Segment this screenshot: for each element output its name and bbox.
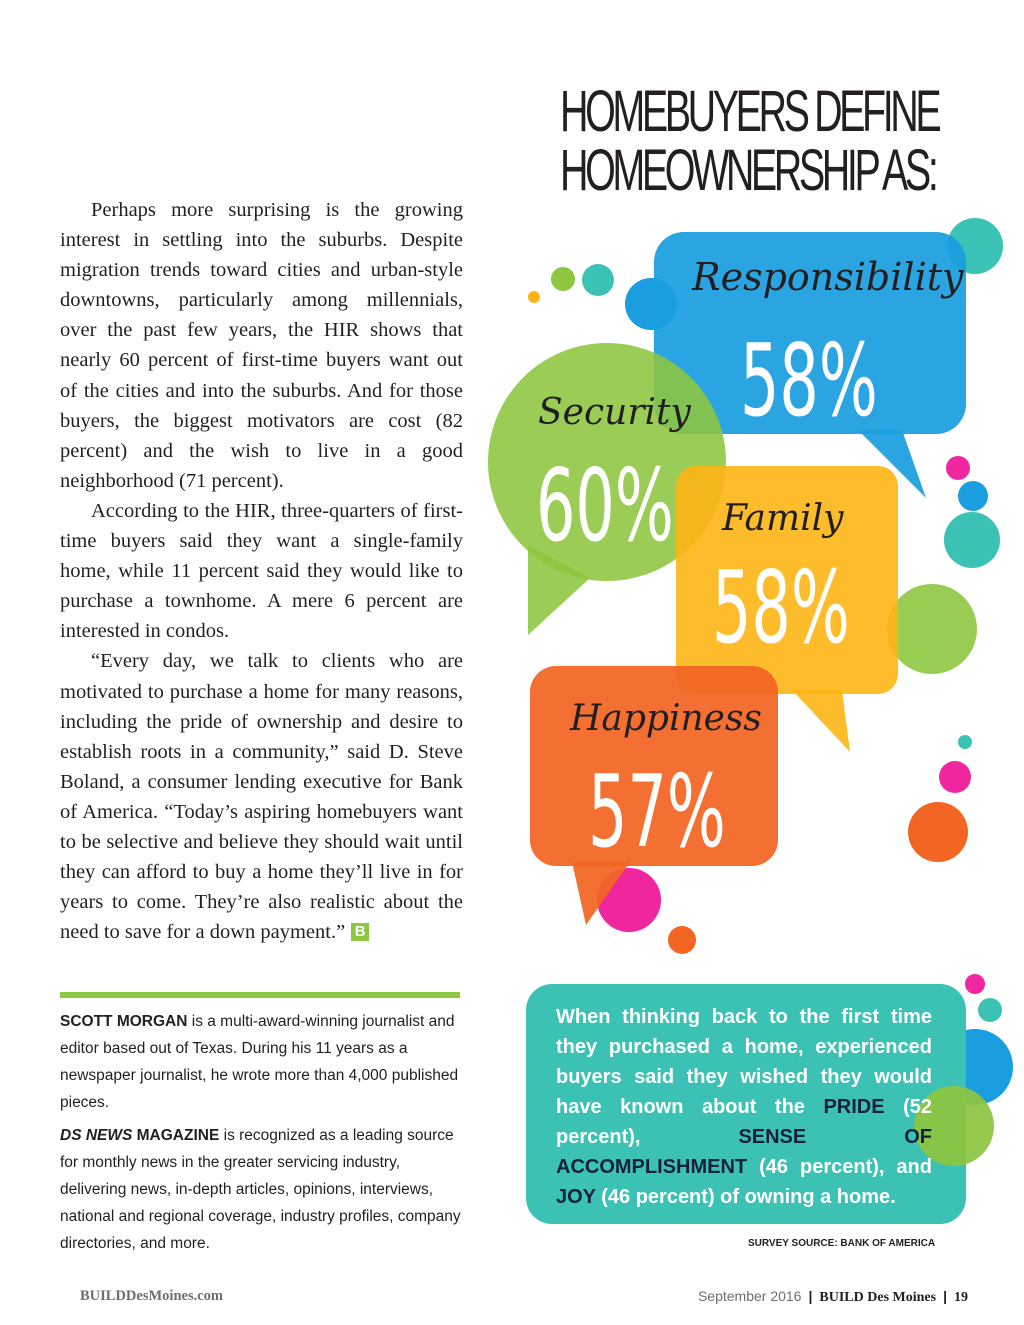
article-paragraph-text: “Every day, we talk to clients who are motivated to purchase a home for many reasons, including the pride of ownership and desire to establish roots in a community,” said D. Steve Boland, a consumer lending executive for Bank of America. “Today’s aspiring homebuyers want to be selective and believe they should wait until they can afford to buy a home they’ll live in for years to come. They’re also realistic about the need to save for a down payment.” <box>60 650 463 944</box>
footer-magazine: BUILD Des Moines <box>819 1290 937 1305</box>
title-line-1: HOMEBUYERS DEFINE <box>560 79 939 144</box>
callout-keyword: PRIDE <box>823 1096 885 1118</box>
callout-text-part: (52 percent), <box>556 1096 933 1148</box>
article-paragraph: Perhaps more surprising is the growing interest in settling into the suburbs. Despite migration trends toward cities and urban-style downtowns, particularly among millennials, over the past few years, the HIR shows that nearly 60 percent of first-time buyers want out of the cities and into the suburbs. And for those buyers, the biggest motivators are cost (82 percent) and the wish to live in a good neighborhood (71 percent). <box>60 199 463 492</box>
security-value: 60% <box>536 447 674 565</box>
title-line-2: HOMEOWNERSHIP AS: <box>560 138 936 203</box>
happiness-value: 57% <box>588 753 726 871</box>
responsibility-value: 58% <box>739 322 878 440</box>
callout-text-part: When thinking back to the first time they purchased a home, experienced buyers said they wished they would have known about the <box>556 1006 932 1118</box>
callout-text-part: (46 percent), and <box>747 1156 932 1178</box>
footer-folio <box>698 1288 968 1306</box>
responsibility-label: Responsibility <box>692 255 964 299</box>
callout-text <box>556 1002 932 1212</box>
survey-source: SURVEY SOURCE: BANK OF AMERICA <box>748 1238 936 1249</box>
footer-separator: | <box>943 1288 947 1304</box>
family-label: Family <box>722 498 844 539</box>
article-paragraph: According to the HIR, three-quarters of first-time buyers said they want a single-family home, while 11 percent said they would like to purchase a townhome. A mere 6 percent are interested in condos. <box>60 499 463 643</box>
end-mark-icon: B <box>351 923 369 941</box>
callout-keyword: SENSE OF ACCOMPLISHMENT <box>556 1126 932 1178</box>
family-value: 58% <box>711 549 850 667</box>
magazine-word: MAGAZINE <box>132 1127 220 1144</box>
author-name: SCOTT MORGAN <box>60 1013 188 1030</box>
magazine-name: DS NEWS <box>60 1127 133 1144</box>
page-number: 19 <box>954 1290 968 1305</box>
magazine-description: is recognized as a leading source for monthly news in the greater servicing industry, delivering news, in-depth articles, opinions, interviews, national and regional coverage, industry profiles, company directories, and more. <box>60 1127 461 1252</box>
footer-separator: | <box>808 1288 813 1304</box>
callout-keyword: JOY <box>556 1186 596 1208</box>
author-description: is a multi-award-winning journalist and editor based out of Texas. During his 11 years as a newspaper journalist, he wrote more than 4,000 published pieces. <box>60 1013 459 1111</box>
callout-text-part: (46 percent) of owning a home. <box>595 1186 896 1208</box>
footer-website-link[interactable]: BUILDDesMoines.com <box>80 1288 223 1304</box>
security-label: Security <box>538 392 691 433</box>
footer-date: September 2016 <box>697 1288 802 1304</box>
happiness-label: Happiness <box>570 698 762 739</box>
